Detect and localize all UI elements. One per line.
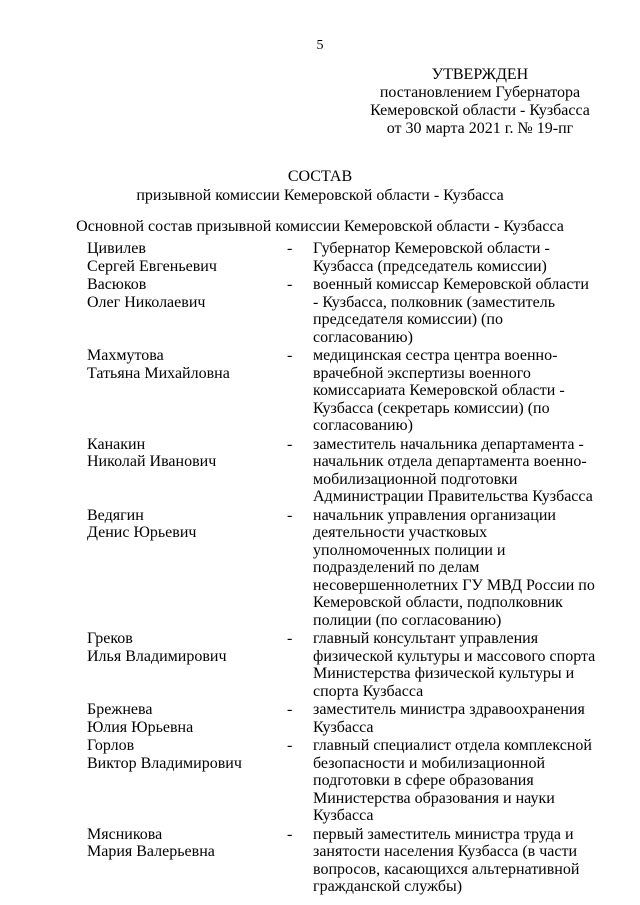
member-role: Губернатор Кемеровской области - Кузбасса (председатель комиссии) — [313, 240, 550, 275]
member-role: медицинская сестра центра военно-врачебной экспертизы военного комиссариата Кемеровской области - Кузбасса (секретарь комиссии) (по согласованию) — [313, 347, 565, 434]
member-row — [87, 276, 607, 346]
member-given-name: Николай Иванович — [87, 453, 217, 470]
member-name — [87, 737, 287, 772]
member-given-name: Мария Валерьевна — [87, 843, 215, 860]
member-surname: Мясникова — [87, 825, 163, 843]
member-name — [87, 701, 287, 736]
member-role: главный консультант управления физической культуры и массового спорта Министерства физической культуры и спорта Кузбасса — [313, 630, 596, 700]
document-title: СОСТАВ — [287, 168, 353, 185]
member-dash: - — [287, 825, 293, 843]
approval-line: постановлением Губернатора — [379, 84, 581, 101]
member-surname: Канакин — [87, 435, 146, 453]
member-row — [87, 826, 607, 896]
member-name — [87, 630, 287, 665]
member-dash: - — [287, 630, 293, 647]
member-row — [87, 630, 607, 700]
member-surname: Васюков — [87, 276, 147, 293]
member-row — [87, 701, 607, 736]
members-list — [87, 240, 607, 897]
member-given-name: Юлия Юрьевна — [87, 718, 194, 736]
member-dash: - — [287, 737, 293, 754]
section-heading: Основной состав призывной комиссии Кемеровской области - Кузбасса — [76, 218, 564, 235]
member-role: начальник управления организации деятельности участковых уполномоченных полиции и подразделений по делам несовершеннолетних ГУ МВД России по Кемеровской области, подполковник полиции (по согласованию) — [313, 506, 595, 629]
member-surname: Горлов — [87, 737, 135, 754]
member-surname: Цивилев — [87, 240, 146, 257]
member-name — [87, 436, 287, 471]
member-row — [87, 436, 607, 506]
member-given-name: Сергей Евгеньевич — [87, 257, 217, 275]
member-dash: - — [287, 347, 293, 364]
member-role: заместитель начальника департамента - начальник отдела департамента военно-мобилизационной подготовки Администрации Правительства Кузбасса — [313, 435, 593, 505]
member-role: заместитель министра здравоохранения Кузбасса — [313, 701, 585, 736]
member-dash: - — [287, 435, 293, 453]
page-number: 5 — [316, 38, 324, 53]
member-name — [87, 240, 287, 275]
approval-title: УТВЕРЖДЕН — [431, 66, 529, 83]
member-name — [87, 826, 287, 861]
approval-line: Кемеровской области - Кузбасса — [370, 102, 590, 119]
member-row — [87, 347, 607, 435]
member-name — [87, 276, 287, 311]
member-role: первый заместитель министра труда и занятости населения Кузбасса (в части вопросов, касающихся альтернативной гражданской службы) — [313, 825, 580, 895]
member-name — [87, 347, 287, 382]
member-given-name: Олег Николаевич — [87, 293, 206, 311]
member-given-name: Денис Юрьевич — [87, 524, 197, 541]
member-role: военный комиссар Кемеровской области - Кузбасса, полковник (заместитель председателя комиссии) (по согласованию) — [313, 276, 589, 346]
member-surname: Махмутова — [87, 347, 164, 364]
member-dash: - — [287, 276, 293, 293]
member-row — [87, 737, 607, 825]
member-role: главный специалист отдела комплексной безопасности и мобилизационной подготовки в сфере образования Министерства образования и науки Кузбасса — [313, 737, 592, 824]
member-surname: Брежнева — [87, 701, 153, 718]
member-given-name: Виктор Владимирович — [87, 754, 242, 772]
member-surname: Ведягин — [87, 506, 144, 524]
member-name — [87, 507, 287, 542]
approval-line: от 30 марта 2021 г. № 19-пг — [386, 120, 574, 137]
member-row — [87, 507, 607, 630]
member-surname: Греков — [87, 630, 133, 647]
member-given-name: Татьяна Михайловна — [87, 364, 230, 382]
member-dash: - — [287, 701, 293, 718]
member-dash: - — [287, 506, 293, 524]
member-given-name: Илья Владимирович — [87, 647, 227, 665]
document-subtitle: призывной комиссии Кемеровской области - Кузбасса — [136, 187, 504, 204]
member-dash: - — [287, 240, 293, 257]
approval-block — [360, 66, 600, 138]
member-row — [87, 240, 607, 275]
